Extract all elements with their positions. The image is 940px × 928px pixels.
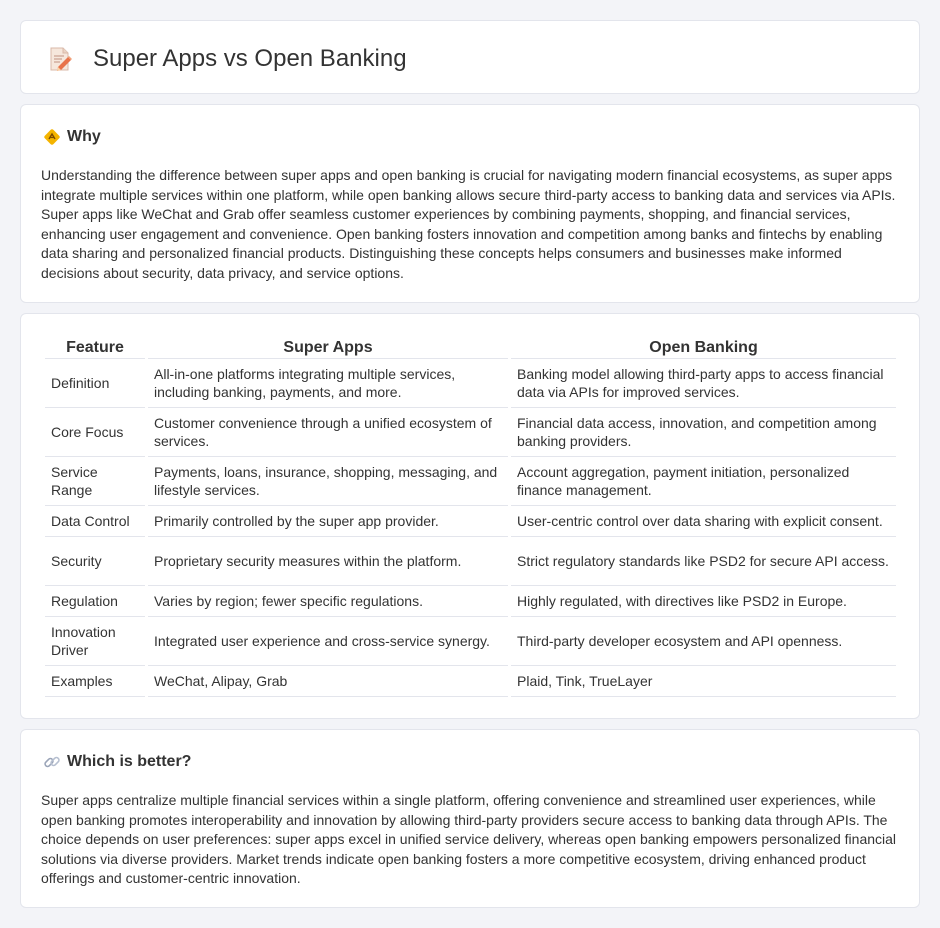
super-apps-cell: Primarily controlled by the super app provider. <box>148 506 508 537</box>
page-title: Super Apps vs Open Banking <box>93 45 407 72</box>
open-banking-cell: User-centric control over data sharing with explicit consent. <box>511 506 896 537</box>
feature-cell: Definition <box>45 359 145 408</box>
feature-cell: Data Control <box>45 506 145 537</box>
super-apps-cell: Payments, loans, insurance, shopping, messaging, and lifestyle services. <box>148 457 508 506</box>
feature-cell: Security <box>45 537 145 586</box>
open-banking-cell: Financial data access, innovation, and competition among banking providers. <box>511 408 896 457</box>
super-apps-cell: Customer convenience through a unified ecosystem of services. <box>148 408 508 457</box>
open-banking-cell: Highly regulated, with directives like PSD2 in Europe. <box>511 586 896 617</box>
comparison-table <box>42 336 899 697</box>
why-title: Why <box>67 128 101 145</box>
why-section <box>20 104 920 303</box>
table-row <box>45 617 896 666</box>
better-title: Which is better? <box>67 753 192 770</box>
table-header-row <box>45 336 896 359</box>
open-banking-cell: Account aggregation, payment initiation, personalized finance management. <box>511 457 896 506</box>
open-banking-cell: Strict regulatory standards like PSD2 for secure API access. <box>511 537 896 586</box>
feature-cell: Regulation <box>45 586 145 617</box>
feature-cell: Examples <box>45 666 145 697</box>
why-heading <box>43 128 101 146</box>
table-row <box>45 506 896 537</box>
super-apps-cell: WeChat, Alipay, Grab <box>148 666 508 697</box>
super-apps-cell: Integrated user experience and cross-service synergy. <box>148 617 508 666</box>
super-apps-cell: Proprietary security measures within the platform. <box>148 537 508 586</box>
which-is-better-section <box>20 729 920 908</box>
header-super-apps: Super Apps <box>148 336 508 359</box>
table-row <box>45 457 896 506</box>
header-open-banking: Open Banking <box>511 336 896 359</box>
open-banking-cell: Plaid, Tink, TrueLayer <box>511 666 896 697</box>
header-feature: Feature <box>45 336 145 359</box>
table-row <box>45 666 896 697</box>
super-apps-cell: All-in-one platforms integrating multiple services, including banking, payments, and more. <box>148 359 508 408</box>
table-row <box>45 537 896 586</box>
comparison-table-card <box>20 313 920 719</box>
open-banking-cell: Third-party developer ecosystem and API openness. <box>511 617 896 666</box>
better-text: Super apps centralize multiple financial services within a single platform, offering convenience and streamlined user experiences, while open banking promotes interoperability and innovation by allowing third-party providers secure access to banking data through APIs. The choice depends on user preferences: super apps excel in unified service delivery, whereas open banking empowers personalized financial solutions via diverse providers. Market trends indicate open banking fosters a more competitive ecosystem, driving enhanced product offerings and customer-centric innovation. <box>41 792 897 886</box>
table-row <box>45 408 896 457</box>
super-apps-cell: Varies by region; fewer specific regulations. <box>148 586 508 617</box>
table-row <box>45 586 896 617</box>
link-icon <box>43 753 61 771</box>
table-row <box>45 359 896 408</box>
feature-cell: Innovation Driver <box>45 617 145 666</box>
better-heading <box>43 753 191 771</box>
title-card <box>20 20 920 94</box>
open-banking-cell: Banking model allowing third-party apps to access financial data via APIs for improved services. <box>511 359 896 408</box>
diamond-sign-icon <box>43 128 61 146</box>
feature-cell: Service Range <box>45 457 145 506</box>
title-row <box>47 45 407 73</box>
why-text: Understanding the difference between super apps and open banking is crucial for navigating modern financial ecosystems, as super apps integrate multiple services within one platform, while open banking allows secure third-party access to banking data and services via APIs. Super apps like WeChat and Grab offer seamless customer experiences by combining payments, shopping, and financial services, enhancing user engagement and convenience. Open banking fosters innovation and competition among banks and fintechs by enabling data sharing and personalized financial products. Distinguishing these concepts helps consumers and businesses make informed decisions about security, data privacy, and service options. <box>41 167 896 281</box>
document-pencil-icon <box>47 46 73 72</box>
feature-cell: Core Focus <box>45 408 145 457</box>
